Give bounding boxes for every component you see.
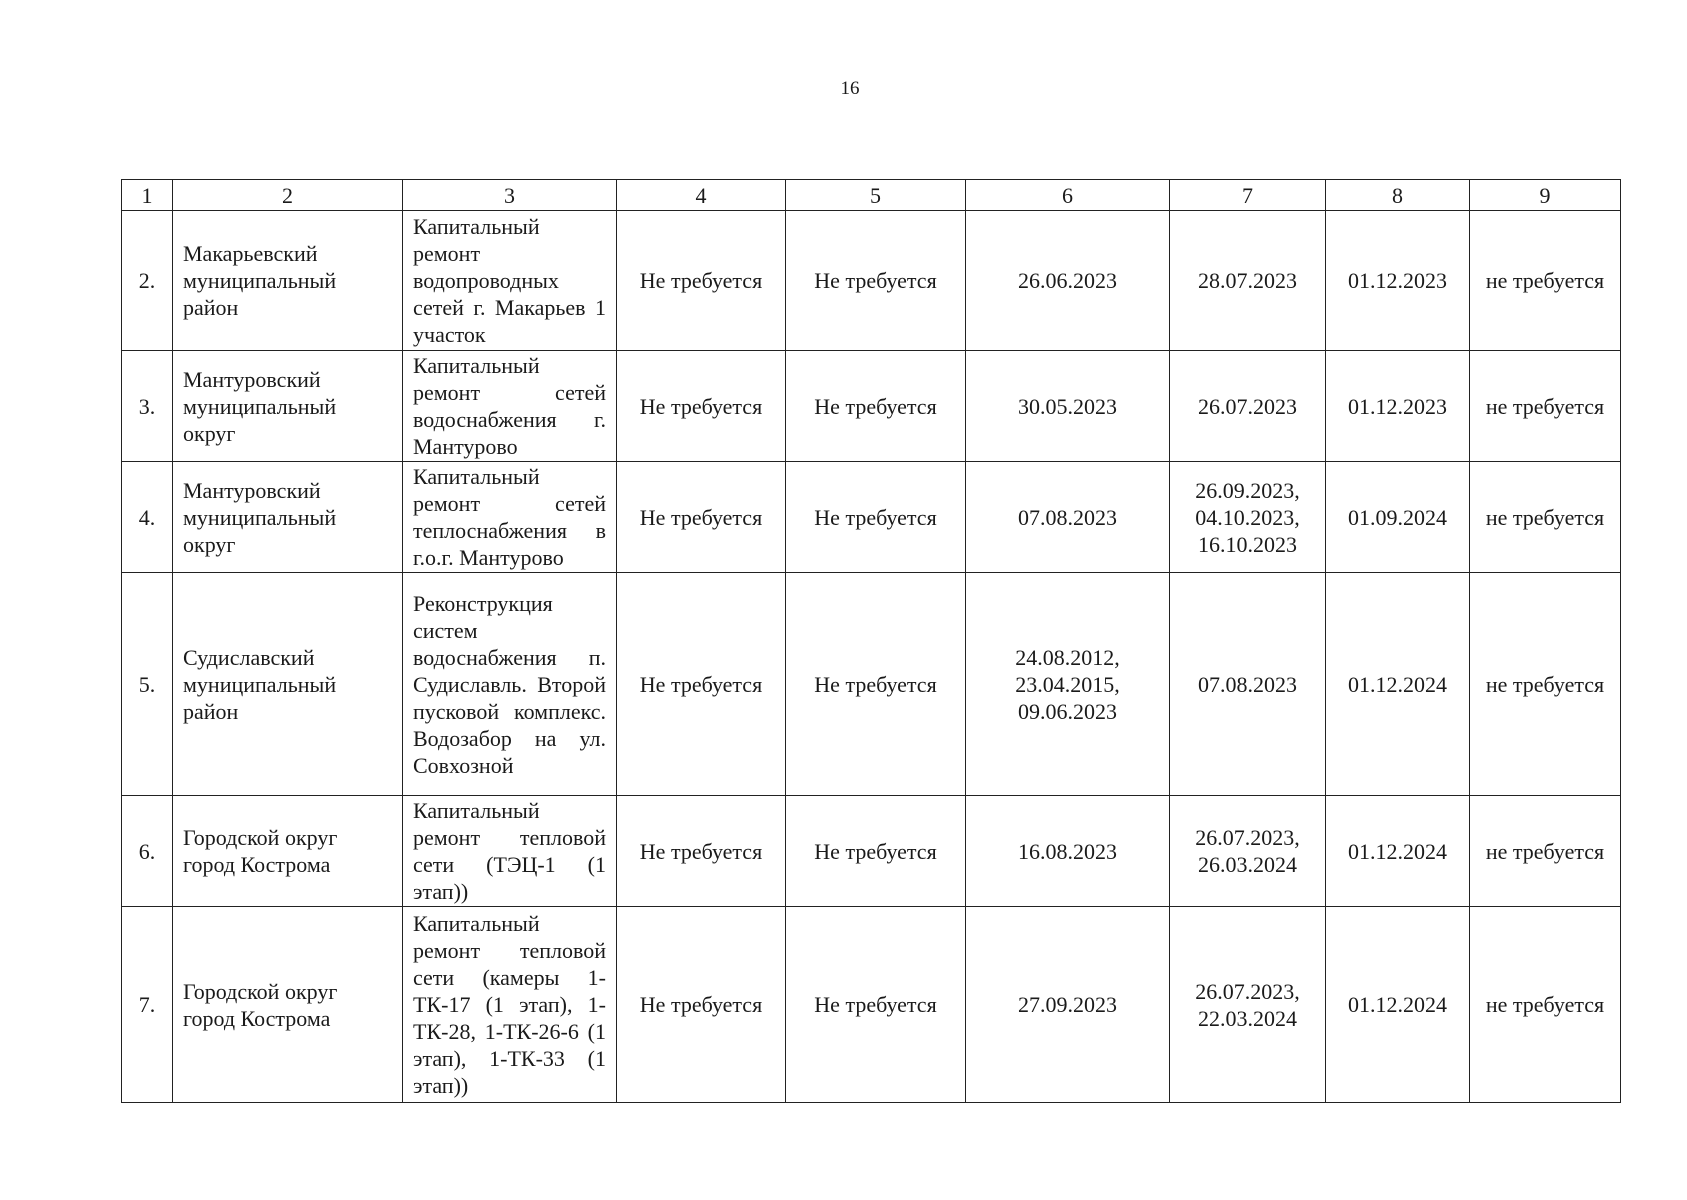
- date-line: 26.07.2023,: [1195, 825, 1300, 850]
- col7-cell: [1170, 462, 1326, 573]
- column-header: 1: [122, 180, 173, 211]
- col4-cell: Не требуется: [617, 211, 786, 351]
- column-header: 3: [403, 180, 617, 211]
- object-cell: Капитальный ремонт тепловой сети (камеры 1-ТК-17 (1 этап), 1-ТК-28, 1-ТК-26-6 (1 этап), 1-ТК-33 (1 этап)): [403, 907, 617, 1103]
- column-header: 4: [617, 180, 786, 211]
- col5-cell: Не требуется: [786, 211, 966, 351]
- object-cell: Реконструкция систем водоснабжения п. Судиславль. Второй пусковой комплекс. Водозабор на ул. Совхозной: [403, 573, 617, 796]
- date-line: 26.09.2023,: [1195, 477, 1300, 503]
- row-number: 2.: [122, 211, 173, 351]
- date-line: 16.10.2023: [1198, 531, 1297, 557]
- date-line: 24.08.2012,: [1015, 644, 1120, 670]
- column-header: 7: [1170, 180, 1326, 211]
- table-row: [122, 907, 1621, 1103]
- date-line: 07.08.2023: [1018, 504, 1117, 530]
- date-line: 04.10.2023,: [1195, 504, 1300, 530]
- col7-cell: [1170, 907, 1326, 1103]
- date-line: 23.04.2015,: [1015, 671, 1120, 697]
- column-header: 8: [1326, 180, 1470, 211]
- column-header: 2: [173, 180, 403, 211]
- col9-cell: не требуется: [1470, 351, 1621, 462]
- col7-cell: [1170, 573, 1326, 796]
- col4-cell: Не требуется: [617, 351, 786, 462]
- col7-cell: [1170, 211, 1326, 351]
- col7-cell: [1170, 351, 1326, 462]
- district-cell: Мантуровский муниципальный округ: [173, 462, 403, 573]
- district-cell: Городской округ город Кострома: [173, 796, 403, 907]
- col6-cell: [966, 796, 1170, 907]
- col8-cell: 01.12.2023: [1326, 211, 1470, 351]
- date-line: 30.05.2023: [1018, 393, 1117, 419]
- district-cell: Мантуровский муниципальный округ: [173, 351, 403, 462]
- col5-cell: Не требуется: [786, 351, 966, 462]
- date-line: 26.07.2023: [1198, 393, 1297, 419]
- col9-cell: не требуется: [1470, 573, 1621, 796]
- date-line: 26.07.2023,: [1195, 978, 1300, 1004]
- col8-cell: 01.09.2024: [1326, 462, 1470, 573]
- col6-cell: [966, 907, 1170, 1103]
- row-number: 4.: [122, 462, 173, 573]
- col8-cell: 01.12.2023: [1326, 351, 1470, 462]
- col9-cell: не требуется: [1470, 796, 1621, 907]
- table-row: [122, 211, 1621, 351]
- page-number: 16: [840, 78, 860, 99]
- col5-cell: Не требуется: [786, 796, 966, 907]
- row-number: 3.: [122, 351, 173, 462]
- header-row: [122, 180, 1621, 211]
- row-number: 5.: [122, 573, 173, 796]
- row-number: 6.: [122, 796, 173, 907]
- col9-cell: не требуется: [1470, 907, 1621, 1103]
- object-cell: Капитальный ремонт сетей теплоснабжения в г.о.г. Мантурово: [403, 462, 617, 573]
- col4-cell: Не требуется: [617, 907, 786, 1103]
- district-cell: Городской округ город Кострома: [173, 907, 403, 1103]
- projects-table: [121, 179, 1621, 1103]
- column-header: 6: [966, 180, 1170, 211]
- col8-cell: 01.12.2024: [1326, 907, 1470, 1103]
- object-cell: Капитальный ремонт сетей водоснабжения г. Мантурово: [403, 351, 617, 462]
- col6-cell: [966, 351, 1170, 462]
- col9-cell: не требуется: [1470, 211, 1621, 351]
- table-row: [122, 462, 1621, 573]
- district-cell: Судиславский муниципальный район: [173, 573, 403, 796]
- col7-cell: [1170, 796, 1326, 907]
- object-cell: Капитальный ремонт водопроводных сетей г. Макарьев 1 участок: [403, 211, 617, 351]
- col4-cell: Не требуется: [617, 796, 786, 907]
- column-header: 9: [1470, 180, 1621, 211]
- col8-cell: 01.12.2024: [1326, 573, 1470, 796]
- date-line: 22.03.2024: [1198, 1005, 1297, 1031]
- object-cell: Капитальный ремонт тепловой сети (ТЭЦ-1 (1 этап)): [403, 796, 617, 907]
- col5-cell: Не требуется: [786, 907, 966, 1103]
- column-header: 5: [786, 180, 966, 211]
- col6-cell: [966, 573, 1170, 796]
- district-cell: Макарьевский муниципальный район: [173, 211, 403, 351]
- col5-cell: Не требуется: [786, 573, 966, 796]
- date-line: 26.06.2023: [1018, 268, 1117, 293]
- col6-cell: [966, 462, 1170, 573]
- row-number: 7.: [122, 907, 173, 1103]
- table-row: [122, 573, 1621, 796]
- table-row: [122, 796, 1621, 907]
- col6-cell: [966, 211, 1170, 351]
- col9-cell: не требуется: [1470, 462, 1621, 573]
- col8-cell: 01.12.2024: [1326, 796, 1470, 907]
- col4-cell: Не требуется: [617, 462, 786, 573]
- col4-cell: Не требуется: [617, 573, 786, 796]
- col5-cell: Не требуется: [786, 462, 966, 573]
- date-line: 07.08.2023: [1198, 671, 1297, 697]
- date-line: 27.09.2023: [1018, 992, 1117, 1017]
- date-line: 09.06.2023: [1018, 698, 1117, 724]
- date-line: 16.08.2023: [1018, 838, 1117, 864]
- date-line: 26.03.2024: [1198, 852, 1297, 877]
- date-line: 28.07.2023: [1198, 268, 1297, 293]
- table-row: [122, 351, 1621, 462]
